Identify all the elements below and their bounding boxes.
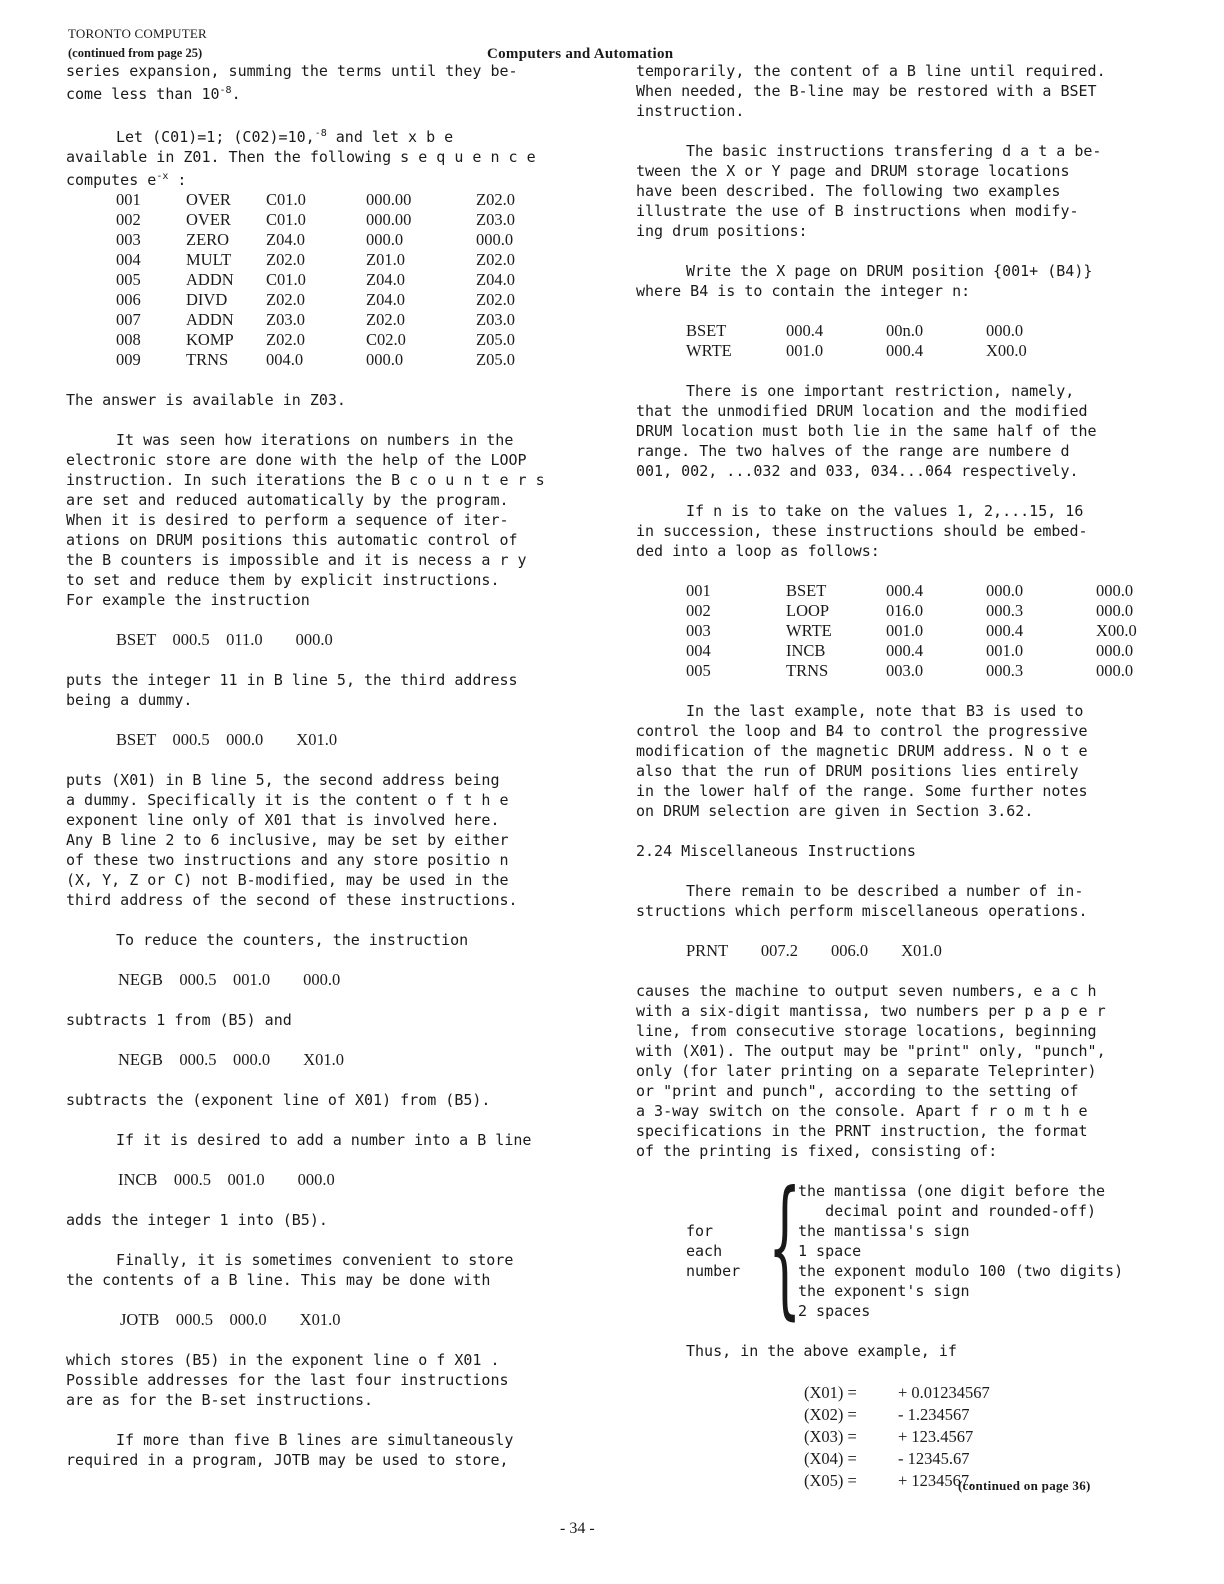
table-cell: 005 — [116, 270, 141, 289]
text-line: required in a program, JOTB may be used to store, — [66, 1451, 509, 1469]
table-cell: Z04.0 — [266, 230, 305, 249]
table-cell: Z03.0 — [266, 310, 305, 329]
text-line: If n is to take on the values 1, 2,...15, 16 — [686, 502, 1084, 520]
text-line: specifications in the PRNT instruction, the format — [636, 1122, 1088, 1140]
table-row — [116, 350, 515, 370]
table-cell: 000.0 — [986, 581, 1024, 600]
text-line: To reduce the counters, the instruction — [116, 931, 469, 949]
text-line: available in Z01. Then the following s e q u e n c e — [66, 148, 536, 166]
text-line: ing drum positions: — [636, 222, 808, 240]
table-cell: 004 — [686, 641, 711, 660]
publication-header: TORONTO COMPUTER — [68, 26, 207, 41]
text-line: modification of the magnetic DRUM address. N o t e — [636, 742, 1088, 760]
table-cell: BSET — [686, 321, 727, 340]
table-cell: Z02.0 — [476, 290, 515, 309]
text-line: are as for the B-set instructions. — [66, 1391, 374, 1409]
text-line: temporarily, the content of a B line until required. — [636, 62, 1106, 80]
table-cell: 001.0 — [986, 641, 1024, 660]
table-cell: Z02.0 — [366, 310, 405, 329]
text-line: When needed, the B-line may be restored with a BSET — [636, 82, 1097, 100]
text-line: a dummy. Specifically it is the content o f t h e — [66, 791, 509, 809]
instruction-line: BSET 000.5 011.0 000.0 — [116, 630, 333, 649]
table-cell: 000.0 — [366, 230, 404, 249]
table-row — [804, 1383, 990, 1403]
table-cell: - 12345.67 — [898, 1449, 970, 1468]
program-table — [116, 190, 515, 370]
text-line: third address of the second of these instructions. — [66, 891, 518, 909]
table-cell: TRNS — [786, 661, 829, 680]
table-cell: 004.0 — [266, 350, 304, 369]
paragraph — [636, 141, 1156, 241]
table-cell: OVER — [186, 190, 231, 209]
page-number: - 34 - — [560, 1520, 595, 1537]
text-line: on DRUM selection are given in Section 3.62. — [636, 802, 1034, 820]
text-line: If more than five B lines are simultaneously — [116, 1431, 514, 1449]
table-cell: 001 — [116, 190, 141, 209]
text-line: Write the X page on DRUM position {001+ (B4)} — [686, 262, 1093, 280]
table-cell: (X05) = — [804, 1471, 857, 1490]
table-cell: 008 — [116, 330, 141, 349]
table-cell: X00.0 — [1096, 621, 1137, 640]
table-row — [116, 330, 515, 350]
table-row — [116, 270, 515, 290]
table-cell: 000.3 — [986, 661, 1024, 680]
text-line: instruction. In such iterations the B c o u n t e r s — [66, 471, 545, 489]
paragraph — [636, 881, 1156, 921]
text-line: to set and reduce them by explicit instructions. — [66, 571, 500, 589]
instruction-line: JOTB 000.5 000.0 X01.0 — [120, 1310, 341, 1329]
text-line: electronic store are done with the help of the LOOP — [66, 451, 527, 469]
table-row — [116, 290, 515, 310]
table-cell: Z02.0 — [266, 290, 305, 309]
format-item: 1 space — [798, 1242, 862, 1260]
table-cell: 016.0 — [886, 601, 924, 620]
right-column — [636, 61, 1156, 1493]
instruction-line: NEGB 000.5 000.0 X01.0 — [118, 1050, 344, 1069]
magazine-title: Computers and Automation — [487, 46, 674, 62]
table-cell: ZERO — [186, 230, 230, 249]
text-line: tween the X or Y page and DRUM storage locations — [636, 162, 1070, 180]
format-item: the exponent's sign — [798, 1282, 970, 1300]
table-row — [686, 341, 1027, 361]
table-row — [116, 230, 515, 250]
table-cell: 001 — [686, 581, 711, 600]
table-cell: MULT — [186, 250, 232, 269]
text-line: When it is desired to perform a sequence of iter- — [66, 511, 509, 529]
table-row — [686, 581, 1137, 601]
table-row — [686, 661, 1137, 681]
table-cell: ADDN — [186, 270, 234, 289]
text-line: There remain to be described a number of in- — [686, 882, 1084, 900]
table-cell: 000.0 — [1096, 661, 1134, 680]
text-line: subtracts 1 from (B5) and — [66, 1011, 292, 1029]
table-cell: Z04.0 — [366, 270, 405, 289]
format-item: the mantissa (one digit before the — [798, 1182, 1106, 1200]
table-cell: WRTE — [786, 621, 832, 640]
text-line: line, from consecutive storage locations, beginning — [636, 1022, 1097, 1040]
paragraph — [66, 770, 582, 910]
table-cell: Z02.0 — [476, 190, 515, 209]
text-line: control the loop and B4 to control the progressive — [636, 722, 1088, 740]
instruction-line: NEGB 000.5 001.0 000.0 — [118, 970, 341, 989]
table-cell: 003 — [686, 621, 711, 640]
text-line: puts (X01) in B line 5, the second address being — [66, 771, 500, 789]
text-line: in the lower half of the range. Some further notes — [636, 782, 1088, 800]
table-cell: + 123.4567 — [898, 1427, 974, 1446]
text-line: of these two instructions and any store positio n — [66, 851, 509, 869]
table-cell: X00.0 — [986, 341, 1027, 360]
text-line: If it is desired to add a number into a B line — [116, 1131, 532, 1149]
text-line: that the unmodified DRUM location and the modified — [636, 402, 1088, 420]
table-cell: 000.4 — [886, 641, 924, 660]
table-cell: ADDN — [186, 310, 234, 329]
left-column — [66, 61, 582, 1470]
table-cell: INCB — [786, 641, 826, 660]
table-cell: 000.0 — [366, 350, 404, 369]
table-cell: (X01) = — [804, 1383, 857, 1402]
table-cell: (X02) = — [804, 1405, 857, 1424]
text-line: which stores (B5) in the exponent line o f X01 . — [66, 1351, 500, 1369]
text-line: or "print and punch", according to the setting of — [636, 1082, 1079, 1100]
table-cell: LOOP — [786, 601, 830, 620]
text-line: subtracts the (exponent line of X01) from (B5). — [66, 1091, 491, 1109]
text-line: only (for later printing on a separate Teleprinter) — [636, 1062, 1097, 1080]
table-cell: 000.4 — [986, 621, 1024, 640]
paragraph — [636, 381, 1156, 481]
paragraph — [636, 701, 1156, 821]
text-line: a 3-way switch on the console. Apart f r o m t h e — [636, 1102, 1088, 1120]
text-line: the B counters is impossible and it is necess a r y — [66, 551, 527, 569]
instruction-line: INCB 000.5 001.0 000.0 — [118, 1170, 335, 1189]
paragraph — [636, 61, 1156, 121]
paragraph — [66, 670, 582, 710]
text-line: There is one important restriction, namely, — [686, 382, 1075, 400]
text-line: computes $e^{-x}$ : — [66, 171, 187, 189]
table-row — [686, 621, 1137, 641]
text-line: of the printing is fixed, consisting of: — [636, 1142, 998, 1160]
format-item: 2 spaces — [798, 1302, 871, 1320]
format-item: the mantissa's sign — [798, 1222, 970, 1240]
text-line: the contents of a B line. This may be done with — [66, 1271, 491, 1289]
table-cell: 006 — [116, 290, 141, 309]
table-cell: 000.0 — [986, 321, 1024, 340]
table-cell: 000.00 — [366, 190, 412, 209]
table-cell: 000.00 — [366, 210, 412, 229]
text-line: (X, Y, Z or C) not B-modified, may be used in the — [66, 871, 509, 889]
text-line: series expansion, summing the terms until they be- — [66, 62, 518, 80]
table-row — [116, 190, 515, 210]
text-line: come less than $10^{-8}$. — [66, 85, 241, 103]
table-cell: Z04.0 — [476, 270, 515, 289]
format-items — [798, 1181, 1123, 1321]
text-line: instruction. — [636, 102, 745, 120]
table-cell: Z02.0 — [266, 330, 305, 349]
text-line: In the last example, note that B3 is used to — [686, 702, 1084, 720]
table-cell: Z02.0 — [266, 250, 305, 269]
table-cell: C01.0 — [266, 270, 306, 289]
table-cell: 009 — [116, 350, 141, 369]
table-cell: 000.4 — [886, 581, 924, 600]
table-cell: 000.4 — [886, 341, 924, 360]
table-cell: C02.0 — [366, 330, 406, 349]
instruction-line: PRNT 007.2 006.0 X01.0 — [686, 941, 942, 960]
table-row — [686, 641, 1137, 661]
text-line: Let (C01)=1; (C02)=10,$^{-8}$ and let x b e — [116, 128, 454, 146]
text-line: are set and reduced automatically by the program. — [66, 491, 509, 509]
table-cell: Z01.0 — [366, 250, 405, 269]
paragraph — [66, 430, 582, 610]
text-line: with (X01). The output may be "print" only, "punch", — [636, 1042, 1106, 1060]
text-line: 001, 002, ...032 and 033, 034...064 respectively. — [636, 462, 1079, 480]
table-row — [686, 601, 1137, 621]
answer-note: The answer is available in Z03. — [66, 391, 346, 409]
text-line: The basic instructions transfering d a t a be- — [686, 142, 1102, 160]
text-line: Possible addresses for the last four instructions — [66, 1371, 509, 1389]
table-row — [804, 1405, 990, 1425]
table-cell: KOMP — [186, 330, 234, 349]
table-cell: Z05.0 — [476, 330, 515, 349]
text-line: adds the integer 1 into (B5). — [66, 1211, 328, 1229]
instruction-line: BSET 000.5 000.0 X01.0 — [116, 730, 338, 749]
table-row — [116, 210, 515, 230]
continued-on-note: (continued on page 36) — [958, 1478, 1091, 1493]
text-line: with a six-digit mantissa, two numbers per p a p e r — [636, 1002, 1106, 1020]
table-cell: WRTE — [686, 341, 732, 360]
text-line: ations on DRUM positions this automatic control of — [66, 531, 518, 549]
table-cell: + 0.01234567 — [898, 1383, 990, 1402]
format-label-line: number — [686, 1262, 741, 1280]
format-item: the exponent modulo 100 (two digits) — [798, 1262, 1124, 1280]
table-cell: TRNS — [186, 350, 229, 369]
print-format-spec — [636, 1160, 1156, 1334]
text-line: in succession, these instructions should be embed- — [636, 522, 1088, 540]
drum-write-table — [686, 321, 1027, 361]
loop-table — [686, 581, 1137, 681]
table-cell: 000.0 — [476, 230, 514, 249]
format-label-line: for — [686, 1222, 714, 1240]
format-label — [686, 1221, 740, 1281]
paragraph — [66, 1430, 582, 1470]
paragraph — [636, 501, 1156, 561]
format-label-line: each — [686, 1242, 723, 1260]
table-cell: 000.0 — [1096, 581, 1134, 600]
table-cell: 007 — [116, 310, 141, 329]
table-cell: Z02.0 — [476, 250, 515, 269]
table-cell: 003.0 — [886, 661, 924, 680]
table-cell: (X03) = — [804, 1427, 857, 1446]
table-cell: Z05.0 — [476, 350, 515, 369]
paragraph — [636, 981, 1156, 1161]
table-row — [804, 1427, 990, 1447]
text-line: Finally, it is sometimes convenient to store — [116, 1251, 514, 1269]
text-line: Thus, in the above example, if — [686, 1342, 957, 1360]
text-line: exponent line only of X01 that is involved here. — [66, 811, 500, 829]
text-line: have been described. The following two examples — [636, 182, 1061, 200]
table-cell: 002 — [686, 601, 711, 620]
table-cell: BSET — [786, 581, 827, 600]
table-cell: Z03.0 — [476, 210, 515, 229]
table-cell: 001.0 — [886, 621, 924, 640]
section-heading: 2.24 Miscellaneous Instructions — [636, 842, 916, 860]
table-cell: 004 — [116, 250, 141, 269]
text-line: ded into a loop as follows: — [636, 542, 880, 560]
table-cell: C01.0 — [266, 210, 306, 229]
table-cell: C01.0 — [266, 190, 306, 209]
text-line: puts the integer 11 in B line 5, the third address — [66, 671, 518, 689]
paragraph — [66, 1350, 582, 1410]
table-cell: DIVD — [186, 290, 228, 309]
table-cell: Z03.0 — [476, 310, 515, 329]
table-row — [686, 321, 1027, 341]
text-line: illustrate the use of B instructions when modify- — [636, 202, 1079, 220]
continued-from-note: (continued from page 25) — [68, 46, 203, 60]
text-line: where B4 is to contain the integer n: — [636, 282, 971, 300]
text-line: being a dummy. — [66, 691, 193, 709]
table-cell: 000.0 — [1096, 641, 1134, 660]
table-cell: OVER — [186, 210, 231, 229]
text-line: also that the run of DRUM positions lies entirely — [636, 762, 1079, 780]
table-cell: Z04.0 — [366, 290, 405, 309]
table-cell: 001.0 — [786, 341, 824, 360]
table-cell: 00n.0 — [886, 321, 924, 340]
table-cell: 000.0 — [1096, 601, 1134, 620]
example-values-table — [802, 1381, 992, 1493]
table-row — [804, 1449, 990, 1469]
text-line: DRUM location must both lie in the same half of the — [636, 422, 1097, 440]
paragraph — [66, 1250, 582, 1290]
table-cell: + 1234567. — [898, 1471, 974, 1490]
text-line: structions which perform miscellaneous operations. — [636, 902, 1088, 920]
table-cell: - 1.234567 — [898, 1405, 970, 1424]
table-cell: 003 — [116, 230, 141, 249]
table-row — [116, 250, 515, 270]
text-line: For example the instruction — [66, 591, 310, 609]
table-cell: 005 — [686, 661, 711, 680]
left-brace-icon: { — [768, 1160, 802, 1334]
format-item: decimal point and rounded-off) — [798, 1202, 1097, 1220]
text-line: Any B line 2 to 6 inclusive, may be set by either — [66, 831, 509, 849]
table-cell: (X04) = — [804, 1449, 857, 1468]
text-line: causes the machine to output seven numbers, e a c h — [636, 982, 1097, 1000]
table-cell: 000.3 — [986, 601, 1024, 620]
table-cell: 002 — [116, 210, 141, 229]
table-cell: 000.4 — [786, 321, 824, 340]
text-line: range. The two halves of the range are numbere d — [636, 442, 1070, 460]
text-line: It was seen how iterations on numbers in the — [116, 431, 514, 449]
table-row — [116, 310, 515, 330]
